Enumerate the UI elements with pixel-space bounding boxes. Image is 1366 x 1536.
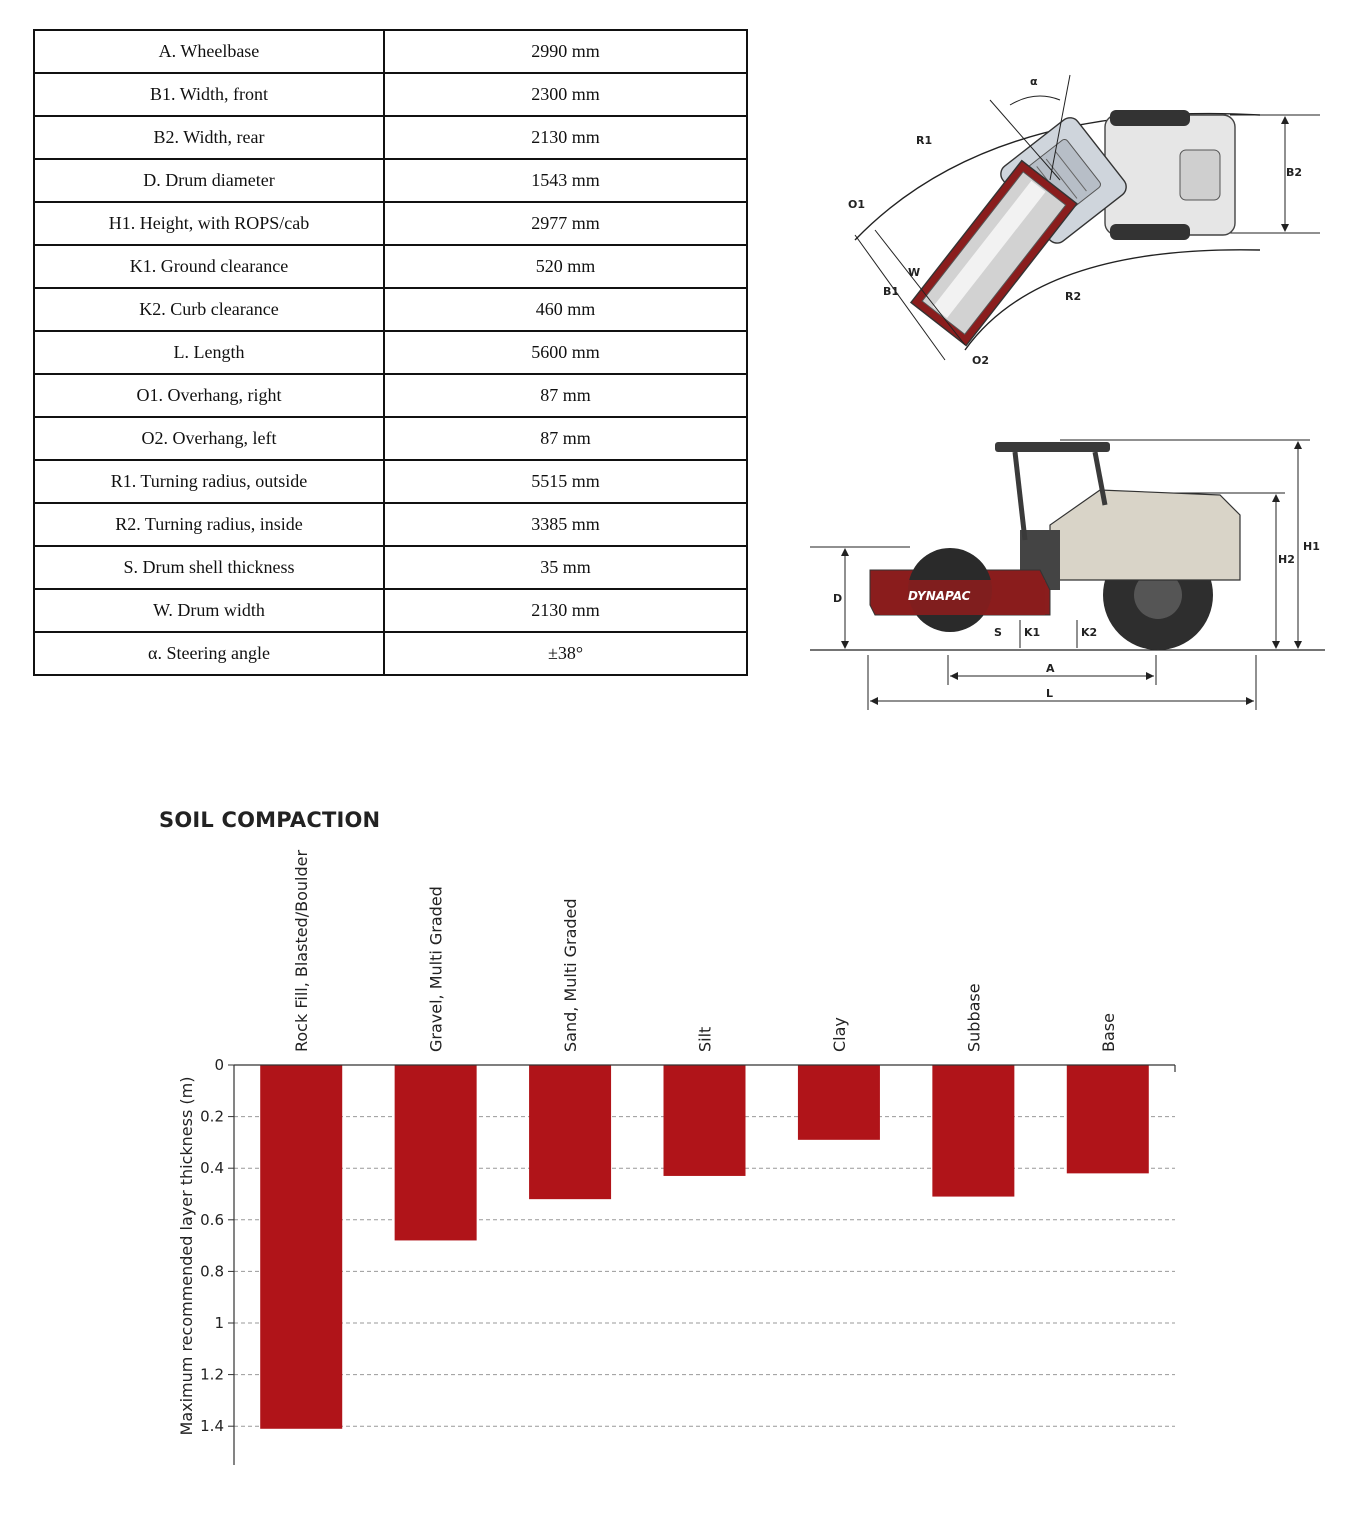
category-label: Base	[1098, 1013, 1118, 1052]
spec-label: D. Drum diameter	[34, 159, 384, 202]
spec-label: K2. Curb clearance	[34, 288, 384, 331]
k2-label: K2	[1081, 626, 1098, 639]
chart-title: SOIL COMPACTION	[159, 808, 381, 832]
soil-compaction-chart	[0, 840, 1366, 1480]
alpha-label: α	[1030, 75, 1038, 88]
y-tick-label: 1.2	[200, 1365, 224, 1384]
k1-label: K1	[1024, 626, 1041, 639]
spec-table-body	[34, 30, 747, 675]
bar	[395, 1065, 477, 1240]
spec-value: 2977 mm	[384, 202, 747, 245]
s-label: S	[994, 626, 1002, 639]
a-label: A	[1046, 662, 1055, 675]
spec-value: 5600 mm	[384, 331, 747, 374]
spec-value: 35 mm	[384, 546, 747, 589]
spec-row	[34, 589, 747, 632]
spec-value: 5515 mm	[384, 460, 747, 503]
spec-value: ±38°	[384, 632, 747, 675]
bar	[1067, 1065, 1149, 1173]
top-view-diagram	[760, 60, 1350, 380]
bar	[664, 1065, 746, 1176]
spec-value: 2300 mm	[384, 73, 747, 116]
spec-value: 87 mm	[384, 374, 747, 417]
spec-value: 460 mm	[384, 288, 747, 331]
y-tick-label: 0.6	[200, 1210, 224, 1229]
spec-value: 2130 mm	[384, 116, 747, 159]
spec-label: S. Drum shell thickness	[34, 546, 384, 589]
spec-label: R1. Turning radius, outside	[34, 460, 384, 503]
y-tick-label: 1	[214, 1314, 224, 1332]
category-label: Clay	[829, 1017, 849, 1052]
bar	[932, 1065, 1014, 1197]
spec-label: O1. Overhang, right	[34, 374, 384, 417]
dynapac-logo: DYNAPAC	[908, 589, 971, 603]
bar	[260, 1065, 342, 1429]
spec-row	[34, 546, 747, 589]
spec-row	[34, 73, 747, 116]
category-label: Gravel, Multi Graded	[426, 886, 446, 1052]
spec-label: K1. Ground clearance	[34, 245, 384, 288]
y-tick-label: 0.2	[200, 1107, 224, 1126]
spec-row	[34, 632, 747, 675]
y-tick-label: 0	[214, 1056, 224, 1074]
b2-label: B2	[1286, 166, 1303, 179]
h2-label: H2	[1278, 553, 1295, 566]
b1-label: B1	[883, 285, 900, 298]
o1-label: O1	[848, 198, 866, 211]
spec-label: α. Steering angle	[34, 632, 384, 675]
y-tick-label: 1.4	[200, 1417, 224, 1436]
spec-row	[34, 374, 747, 417]
spec-row	[34, 331, 747, 374]
spec-label: B1. Width, front	[34, 73, 384, 116]
bar	[798, 1065, 880, 1140]
spec-row	[34, 30, 747, 73]
spec-row	[34, 460, 747, 503]
spec-value: 2990 mm	[384, 30, 747, 73]
spec-label: A. Wheelbase	[34, 30, 384, 73]
r2-label: R2	[1065, 290, 1082, 303]
category-label: Silt	[695, 1026, 715, 1052]
spec-label: O2. Overhang, left	[34, 417, 384, 460]
spec-label: R2. Turning radius, inside	[34, 503, 384, 546]
y-axis-title: Maximum recommended layer thickness (m)	[177, 1076, 196, 1436]
spec-label: B2. Width, rear	[34, 116, 384, 159]
spec-row	[34, 159, 747, 202]
h1-label: H1	[1303, 540, 1320, 553]
category-label: Subbase	[964, 983, 984, 1052]
d-label: D	[833, 592, 843, 605]
spec-value: 1543 mm	[384, 159, 747, 202]
r1-label: R1	[916, 134, 933, 147]
spec-row	[34, 245, 747, 288]
spec-value: 87 mm	[384, 417, 747, 460]
category-label: Sand, Multi Graded	[561, 898, 581, 1052]
spec-label: L. Length	[34, 331, 384, 374]
y-tick-label: 0.4	[200, 1159, 224, 1178]
spec-table	[33, 29, 748, 676]
spec-value: 2130 mm	[384, 589, 747, 632]
spec-label: H1. Height, with ROPS/cab	[34, 202, 384, 245]
spec-row	[34, 417, 747, 460]
spec-row	[34, 116, 747, 159]
spec-value: 3385 mm	[384, 503, 747, 546]
spec-row	[34, 202, 747, 245]
o2-label: O2	[972, 354, 990, 367]
w-label: W	[908, 266, 921, 279]
side-view-diagram	[800, 430, 1340, 720]
bar	[529, 1065, 611, 1199]
spec-row	[34, 503, 747, 546]
category-label: Rock Fill, Blasted/Boulder	[292, 849, 312, 1052]
y-tick-label: 0.8	[200, 1262, 224, 1281]
spec-row	[34, 288, 747, 331]
spec-label: W. Drum width	[34, 589, 384, 632]
spec-value: 520 mm	[384, 245, 747, 288]
l-label: L	[1046, 687, 1054, 700]
